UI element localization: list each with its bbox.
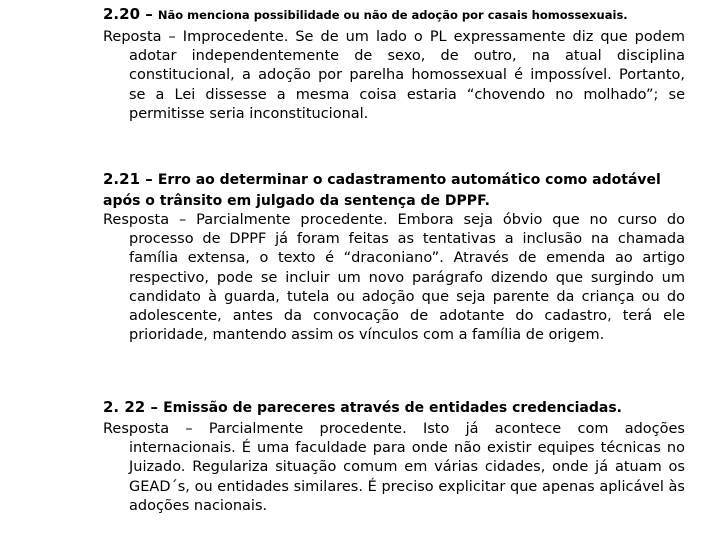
section-heading [103, 169, 685, 211]
section-2-20 [103, 4, 685, 124]
section-title: Emissão de pareceres através de entidades credenciadas. [163, 400, 622, 416]
section-title: Erro ao determinar o cadastramento automático como adotável após o trânsito em julgado da sentença de DPPF. [103, 172, 661, 209]
section-heading [103, 397, 685, 418]
section-response: Reposta – Improcedente. Se de um lado o PL expressamente diz que podem adotar independentemente de sexo, de outro, na atual disciplina constitucional, a adoção por parelha homossexual é impossível. Portanto, se a Lei dissesse a mesma coisa estaria “chovendo no molhado”; se permitisse seria inconstitucional. [103, 29, 685, 122]
section-response: Resposta – Parcialmente procedente. Embora seja óbvio que no curso do processo de DPPF já foram feitas as tentativas a inclusão na chamada família extensa, o texto é “draconiano”. Através de emenda ao artigo respectivo, pode se incluir um novo parágrafo dizendo que surgindo um candidato à guarda, tutela ou adoção que seja parente da criança ou do adolescente, antes da convocação de adotante do cadastro, terá ele prioridade, mantendo assim os vínculos com a família de origem. [103, 212, 685, 344]
section-heading [103, 4, 685, 23]
section-2-22 [103, 397, 685, 516]
section-response: Resposta – Parcialmente procedente. Isto já acontece com adoções internacionais. É uma faculdade para onde não existir equipes técnicas no Juizado. Regulariza situação comum em várias cidades, onde já atuam os GEAD´s, ou entidades similares. É preciso explicitar que apenas aplicável às adoções nacionais. [103, 421, 685, 514]
section-number: 2.20 – [103, 5, 153, 23]
section-number: 2.21 – [103, 170, 153, 188]
section-2-21 [103, 169, 685, 345]
section-number: 2. 22 – [103, 398, 158, 416]
section-title: Não menciona possibilidade ou não de adoção por casais homossexuais. [157, 8, 628, 22]
